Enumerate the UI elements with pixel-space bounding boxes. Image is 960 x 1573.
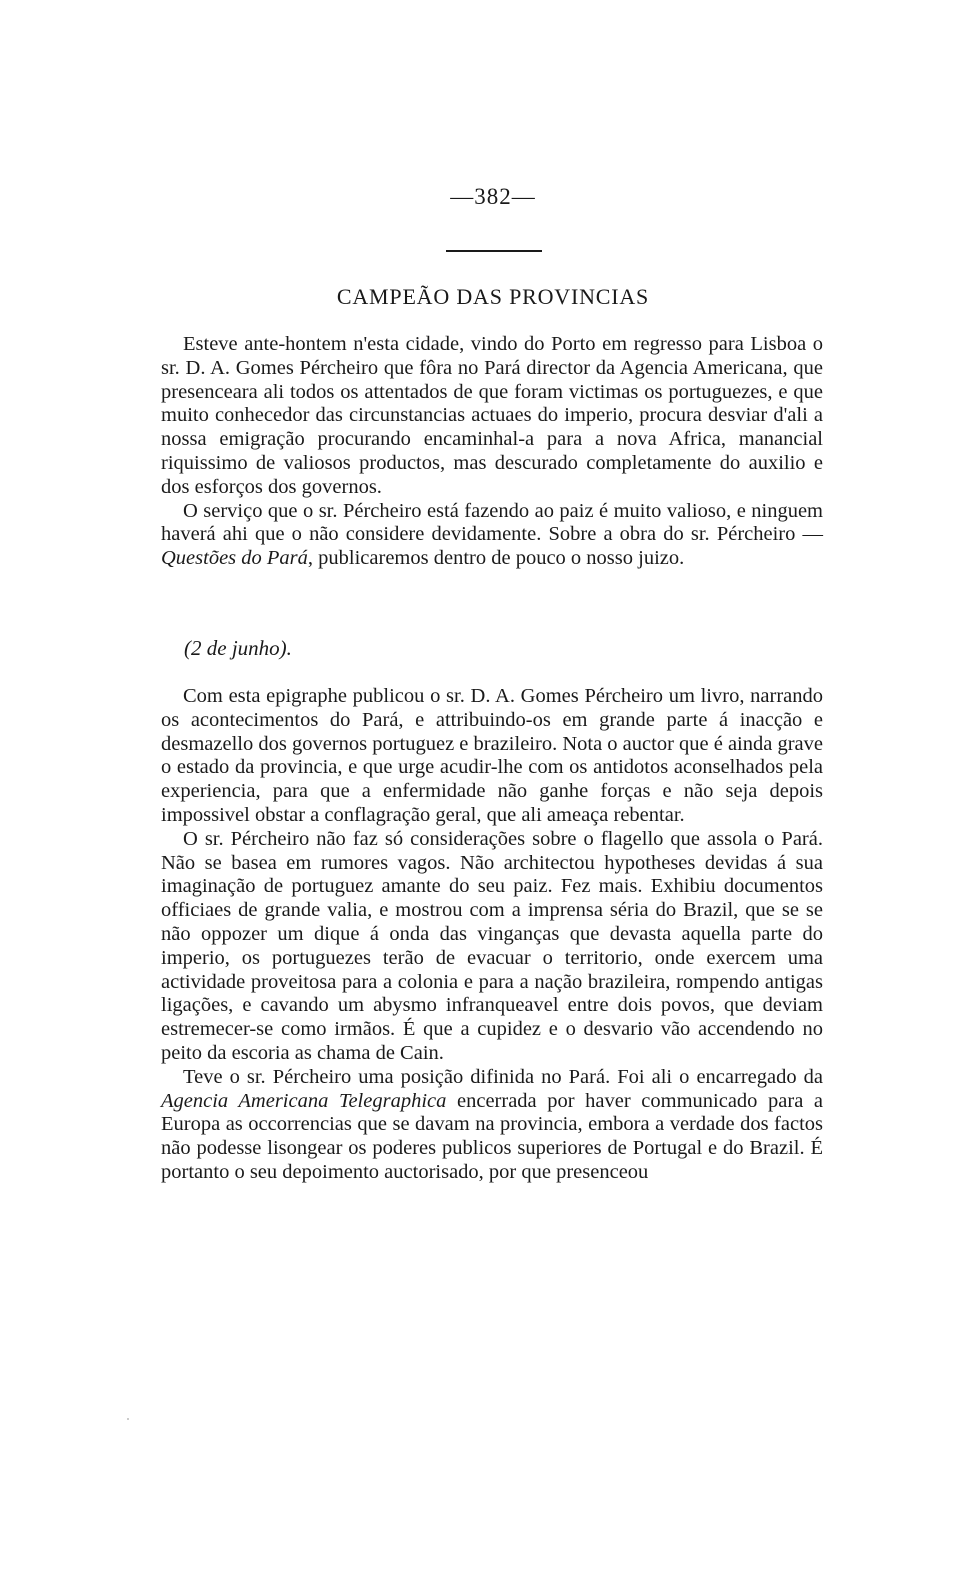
article-body bbox=[161, 333, 823, 571]
paragraph-text: O serviço que o sr. Pércheiro está fazendo ao paiz é muito valioso, e ninguem haverá ahi que o não considere devidamente. Sobre a obra do sr. Pércheiro — bbox=[161, 499, 823, 546]
body-paragraph: Com esta epigraphe publicou o sr. D. A. Gomes Pércheiro um livro, narrando os acontecimentos do Pará, e attribuindo-os em grande parte á inacção e desmazello dos governos portuguez e brazileiro. Nota o auctor que é ainda grave o estado da provincia, e que urge acudir-lhe com os antidotos aconselhados pela experiencia, para que a enfermidade não ganhe forças e não seja depois impossivel obstar a conflagração geral, que ali ameaça rebentar. bbox=[161, 685, 824, 826]
paper-speck bbox=[127, 1418, 129, 1420]
date-line: (2 de junho). bbox=[184, 636, 292, 660]
body-paragraph bbox=[161, 1066, 823, 1185]
article-paragraph: Esteve ante-hontem n'esta cidade, vindo do Porto em regresso para Lisboa o sr. D. A. Gomes Pércheiro que fôra no Pará director da Agencia Americana, que presenceara ali todos os attentados de que foram victimas os portuguezes, e que muito conhecedor das circunstancias actuaes do imperio, procura desviar d'ali a nossa emigração procurando encaminhal-a para a nova Africa, manancial riquissimo de valiosos productos, mas descurado completamente do auxilio e dos esforços dos governos. bbox=[161, 333, 823, 498]
paragraph-text: encerrada por haver communicado para a Europa as occorrencias que se davam na provincia, embora a verdade dos factos não podesse lisongear os poderes publicos superiores de Portugal e do Brazil. É portanto o seu depoimento auctorisado, por que presenceou bbox=[161, 1089, 823, 1183]
page-number: —382— bbox=[450, 184, 536, 209]
article-paragraph bbox=[161, 500, 823, 571]
agency-title: Agencia Americana Telegraphica bbox=[161, 1089, 447, 1112]
paragraph-text: , publicaremos dentro de pouco o nosso juizo. bbox=[307, 547, 685, 570]
paragraph-text: Teve o sr. Pércheiro uma posição difinida no Pará. Foi ali o encarregado da bbox=[183, 1065, 823, 1088]
article-heading: CAMPEÃO DAS PROVINCIAS bbox=[336, 284, 650, 309]
continuation-body bbox=[161, 685, 823, 1185]
body-paragraph: O sr. Pércheiro não faz só considerações sobre o flagello que assola o Pará. Não se basea em rumores vagos. Não architectou hypotheses devidas á sua imaginação de portuguez amante do seu paiz. Fez mais. Exhibiu documentos officiaes de grande valia, e mostrou com a imprensa séria do Brazil, que se se não oppozer um dique á onda das vinganças que devasta aquella parte do imperio, os portuguezes terão de evacuar o territorio, onde exercem uma actividade proveitosa para a colonia e para a nação brazileira, rompendo antigas ligações, e cavando um abysmo infranqueavel entre dois povos, que deviam estremecer-se como irmãos. É que a cupidez e o desvario vão accendendo no peito da escoria as chama de Cain. bbox=[161, 827, 823, 1064]
separator-rule bbox=[446, 250, 542, 252]
book-title: Questões do Pará bbox=[161, 547, 308, 570]
